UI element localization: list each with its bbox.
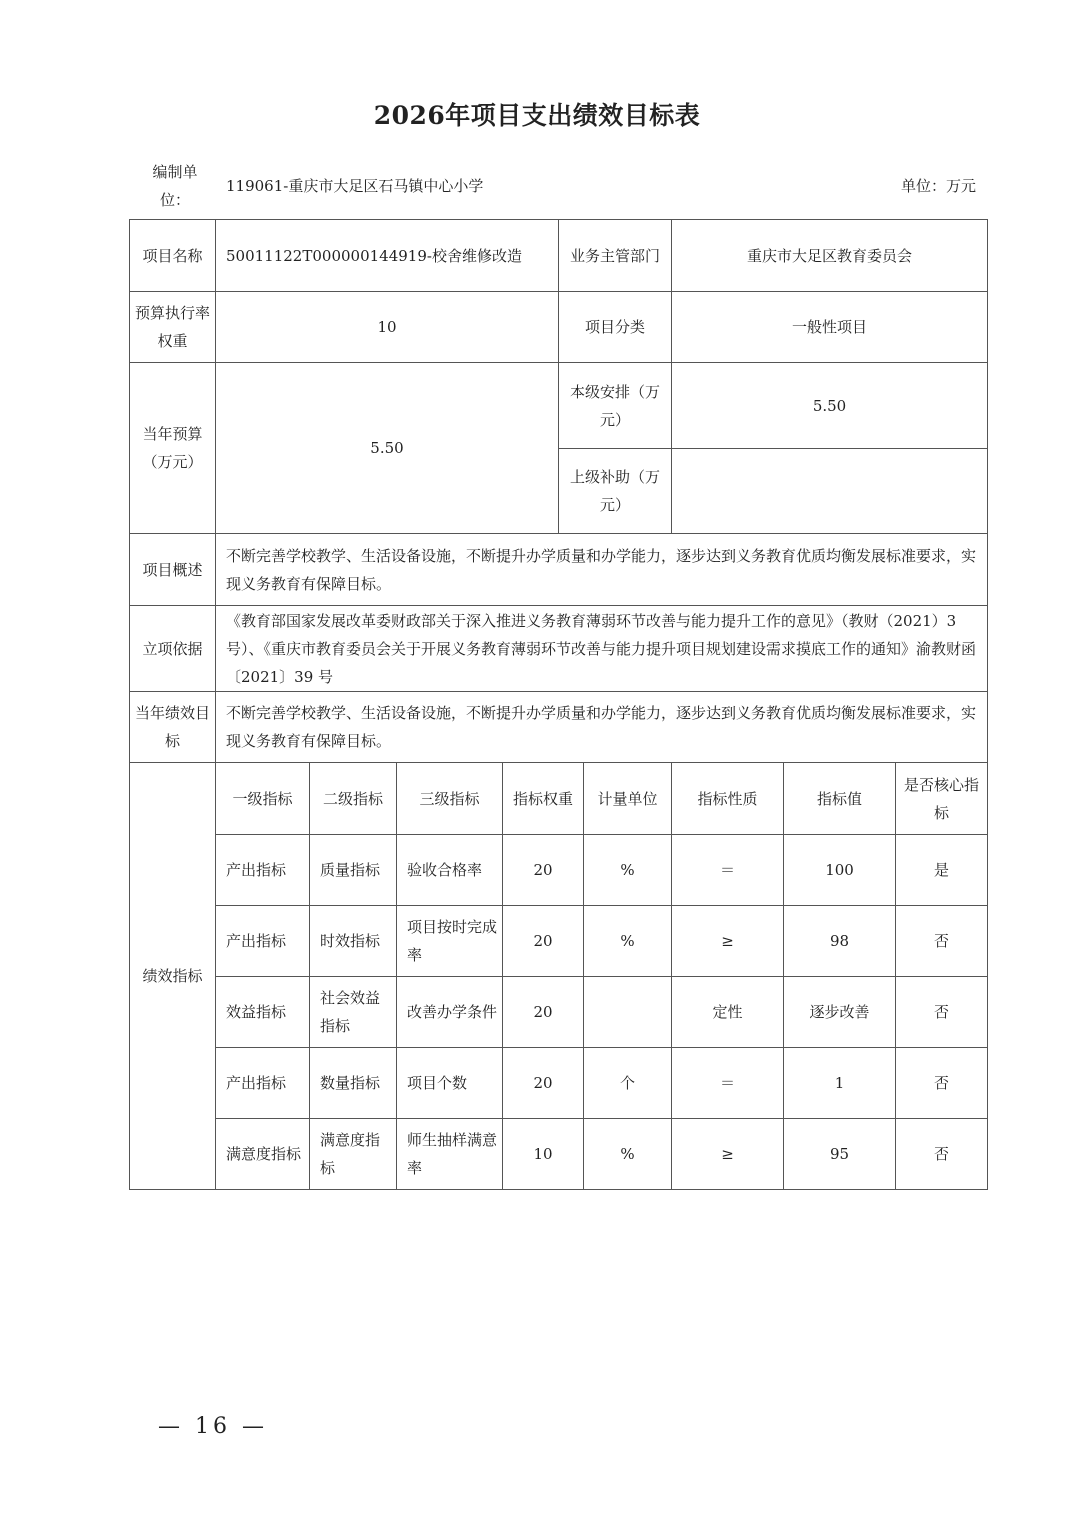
row-core: 否: [896, 1119, 988, 1190]
row-core: 否: [896, 1048, 988, 1119]
row-weight: 20: [503, 906, 584, 977]
row-weight: 20: [503, 977, 584, 1048]
row-weight: 20: [503, 1048, 584, 1119]
row-level1: 产出指标: [216, 835, 310, 906]
header-value: 指标值: [784, 763, 896, 835]
row-level1: 产出指标: [216, 1048, 310, 1119]
table-row: [130, 1048, 988, 1119]
row-nature: ≥: [672, 1119, 784, 1190]
indicators-section-label: 绩效指标: [130, 763, 216, 1190]
local-budget-label: 本级安排（万元）: [559, 363, 672, 449]
table-row: [130, 977, 988, 1048]
row-value: 1: [784, 1048, 896, 1119]
row-level3: 验收合格率: [397, 835, 503, 906]
annual-goal-value: 不断完善学校教学、生活设备设施，不断提升办学质量和办学能力，逐步达到义务教育优质均衡发展标准要求，实现义务教育有保障目标。: [216, 692, 988, 763]
header-level1: 一级指标: [216, 763, 310, 835]
upper-subsidy-label: 上级补助（万元）: [559, 449, 672, 534]
row-value: 100: [784, 835, 896, 906]
project-name-label: 项目名称: [130, 220, 216, 292]
row-nature: ＝: [672, 835, 784, 906]
table-row: [130, 906, 988, 977]
row-level3: 改善办学条件: [397, 977, 503, 1048]
row-value: 95: [784, 1119, 896, 1190]
row-unit: 个: [584, 1048, 672, 1119]
basis-value: 《教育部国家发展改革委财政部关于深入推进义务教育薄弱环节改善与能力提升工作的意见》（教财（2021）3 号）、《重庆市教育委员会关于开展义务教育薄弱环节改善与能力提升项目规划建设需求摸底工作的通知》渝教财函〔2021〕39 号: [216, 606, 988, 692]
row-nature: ＝: [672, 1048, 784, 1119]
row-level3: 项目个数: [397, 1048, 503, 1119]
overview-label: 项目概述: [130, 534, 216, 606]
local-budget-value: 5.50: [672, 363, 988, 449]
dept-value: 重庆市大足区教育委员会: [672, 220, 988, 292]
compiling-unit-label: 编制单位：: [152, 163, 198, 209]
table-row: [130, 835, 988, 906]
dept-label: 业务主管部门: [559, 220, 672, 292]
currency-unit: 单位：万元: [900, 177, 976, 195]
table-row: [130, 1119, 988, 1190]
row-weight: 20: [503, 835, 584, 906]
project-name-value: 50011122T000000144919-校舍维修改造: [216, 220, 559, 292]
page-title: 2026年项目支出绩效目标表: [373, 101, 701, 130]
row-unit: %: [584, 835, 672, 906]
basis-label: 立项依据: [130, 606, 216, 692]
row-unit: %: [584, 1119, 672, 1190]
row-unit: %: [584, 906, 672, 977]
row-core: 否: [896, 906, 988, 977]
category-label: 项目分类: [559, 292, 672, 363]
row-nature: ≥: [672, 906, 784, 977]
row-level1: 效益指标: [216, 977, 310, 1048]
header-unit: 计量单位: [584, 763, 672, 835]
row-unit: [584, 977, 672, 1048]
row-level3: 师生抽样满意率: [397, 1119, 503, 1190]
row-value: 98: [784, 906, 896, 977]
row-value: 逐步改善: [784, 977, 896, 1048]
header-core: 是否核心指标: [896, 763, 988, 835]
overview-value: 不断完善学校教学、生活设备设施，不断提升办学质量和办学能力，逐步达到义务教育优质均衡发展标准要求，实现义务教育有保障目标。: [216, 534, 988, 606]
upper-subsidy-value: [672, 449, 988, 534]
header-nature: 指标性质: [672, 763, 784, 835]
row-core: 是: [896, 835, 988, 906]
compiling-unit-value: 119061-重庆市大足区石马镇中心小学: [226, 177, 484, 195]
header-level2: 二级指标: [310, 763, 397, 835]
row-level1: 产出指标: [216, 906, 310, 977]
row-level2: 质量指标: [310, 835, 397, 906]
row-nature: 定性: [672, 977, 784, 1048]
header-level3: 三级指标: [397, 763, 503, 835]
row-level3: 项目按时完成率: [397, 906, 503, 977]
weight-label: 预算执行率权重: [130, 292, 216, 363]
row-level2: 社会效益指标: [310, 977, 397, 1048]
row-level2: 数量指标: [310, 1048, 397, 1119]
budget-label: 当年预算（万元）: [130, 363, 216, 534]
row-core: 否: [896, 977, 988, 1048]
row-weight: 10: [503, 1119, 584, 1190]
page-number: — 16 —: [158, 1414, 268, 1439]
annual-goal-label: 当年绩效目标: [130, 692, 216, 763]
performance-target-table: [129, 219, 988, 1190]
category-value: 一般性项目: [672, 292, 988, 363]
weight-value: 10: [216, 292, 559, 363]
row-level1: 满意度指标: [216, 1119, 310, 1190]
header-weight: 指标权重: [503, 763, 584, 835]
row-level2: 满意度指标: [310, 1119, 397, 1190]
budget-value: 5.50: [216, 363, 559, 534]
row-level2: 时效指标: [310, 906, 397, 977]
